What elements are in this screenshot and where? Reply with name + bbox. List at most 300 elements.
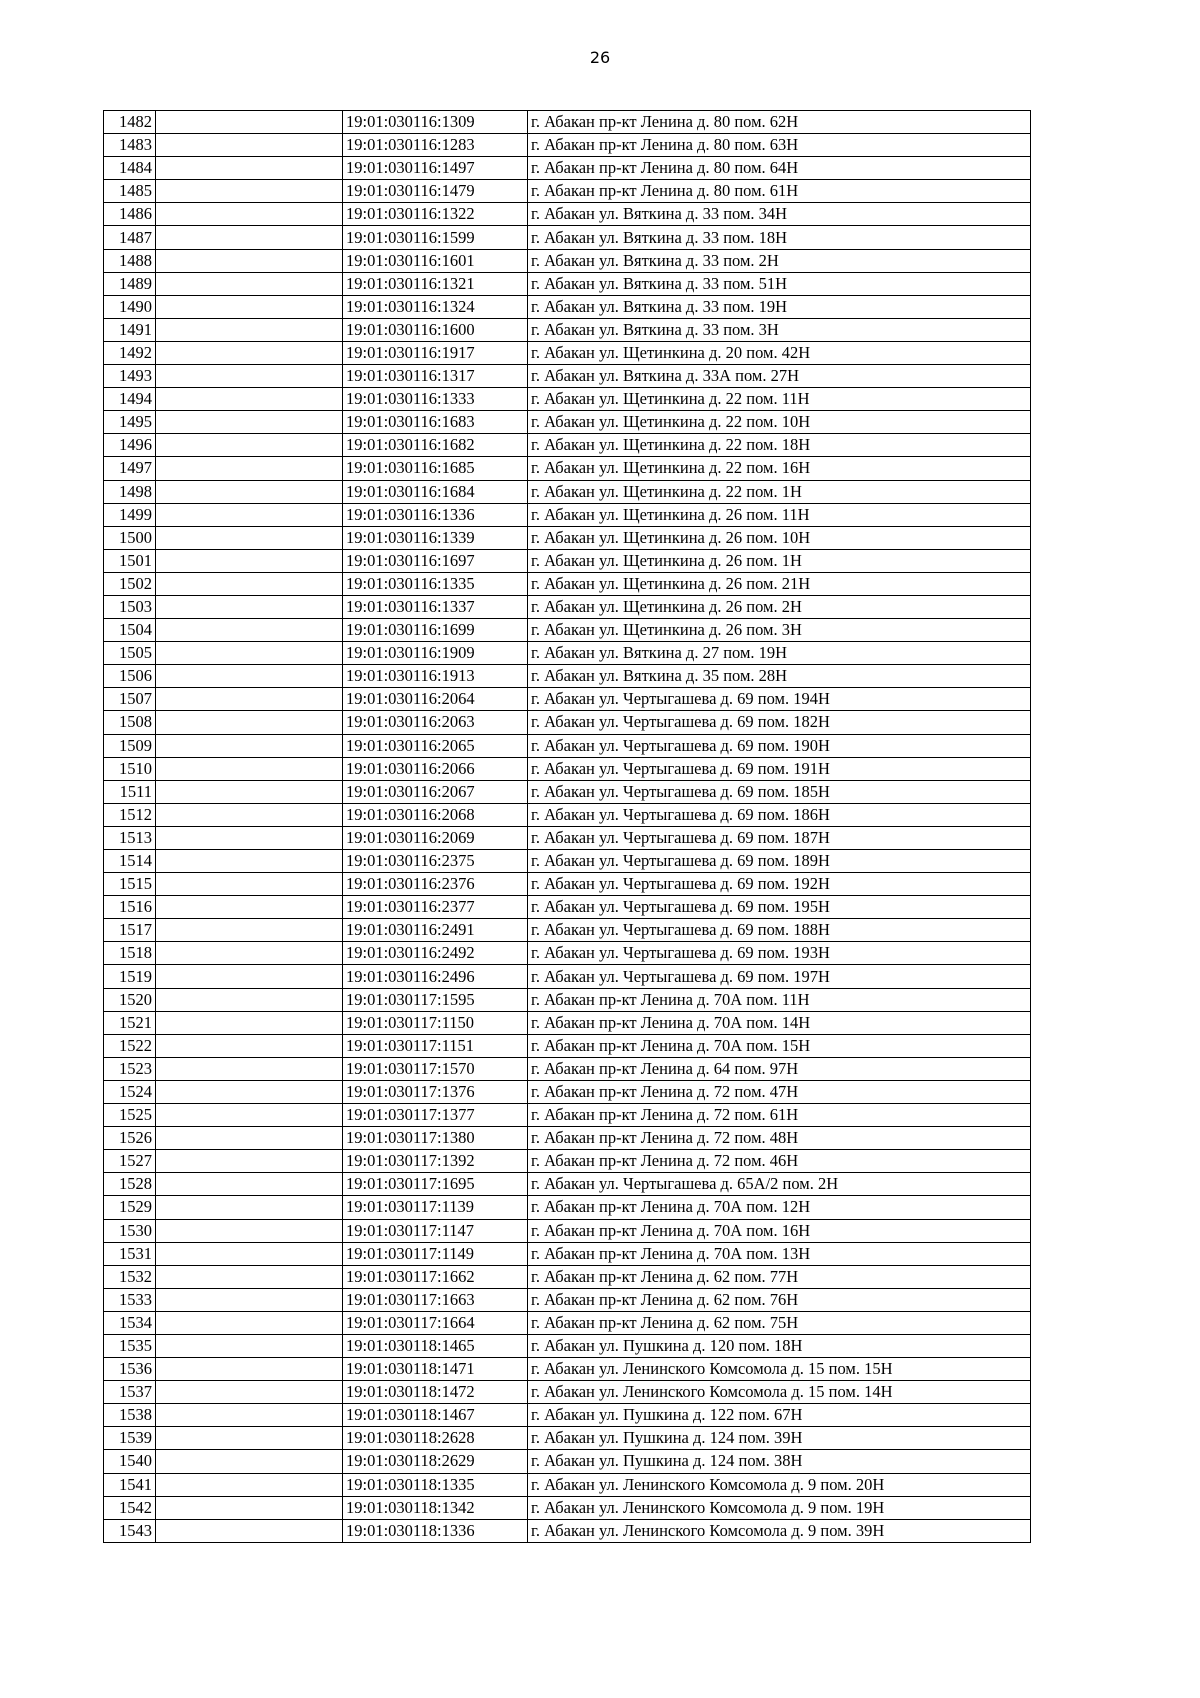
cadastral-number-cell: 19:01:030116:1283 [343, 134, 528, 157]
row-number-cell: 1490 [104, 295, 156, 318]
cadastral-number-cell: 19:01:030118:2629 [343, 1450, 528, 1473]
empty-cell [156, 1196, 343, 1219]
table-row [104, 572, 1031, 595]
address-cell: г. Абакан ул. Щетинкина д. 22 пом. 10Н [528, 411, 1031, 434]
table-row [104, 942, 1031, 965]
row-number-cell: 1496 [104, 434, 156, 457]
row-number-cell: 1541 [104, 1473, 156, 1496]
table-row [104, 988, 1031, 1011]
row-number-cell: 1532 [104, 1265, 156, 1288]
row-number-cell: 1507 [104, 688, 156, 711]
table-row [104, 388, 1031, 411]
address-cell: г. Абакан пр-кт Ленина д. 72 пом. 48Н [528, 1127, 1031, 1150]
empty-cell [156, 642, 343, 665]
empty-cell [156, 803, 343, 826]
empty-cell [156, 1473, 343, 1496]
table-row [104, 1427, 1031, 1450]
row-number-cell: 1486 [104, 203, 156, 226]
empty-cell [156, 549, 343, 572]
empty-cell [156, 203, 343, 226]
empty-cell [156, 757, 343, 780]
empty-cell [156, 780, 343, 803]
table-row [104, 272, 1031, 295]
cadastral-number-cell: 19:01:030117:1595 [343, 988, 528, 1011]
empty-cell [156, 1242, 343, 1265]
row-number-cell: 1489 [104, 272, 156, 295]
table-row [104, 688, 1031, 711]
cadastral-number-cell: 19:01:030116:1337 [343, 595, 528, 618]
row-number-cell: 1521 [104, 1011, 156, 1034]
empty-cell [156, 226, 343, 249]
table-row [104, 1473, 1031, 1496]
address-cell: г. Абакан ул. Щетинкина д. 20 пом. 42Н [528, 341, 1031, 364]
empty-cell [156, 272, 343, 295]
row-number-cell: 1488 [104, 249, 156, 272]
empty-cell [156, 111, 343, 134]
address-cell: г. Абакан пр-кт Ленина д. 80 пом. 64Н [528, 157, 1031, 180]
row-number-cell: 1519 [104, 965, 156, 988]
cadastral-number-cell: 19:01:030116:2496 [343, 965, 528, 988]
address-cell: г. Абакан ул. Чертыгашева д. 69 пом. 197Н [528, 965, 1031, 988]
empty-cell [156, 1150, 343, 1173]
cadastral-number-cell: 19:01:030116:1309 [343, 111, 528, 134]
address-cell: г. Абакан ул. Чертыгашева д. 69 пом. 187Н [528, 826, 1031, 849]
table-row [104, 434, 1031, 457]
cadastral-number-cell: 19:01:030116:1322 [343, 203, 528, 226]
empty-cell [156, 1311, 343, 1334]
row-number-cell: 1509 [104, 734, 156, 757]
row-number-cell: 1494 [104, 388, 156, 411]
table-row [104, 619, 1031, 642]
address-cell: г. Абакан ул. Вяткина д. 33 пом. 3Н [528, 318, 1031, 341]
address-cell: г. Абакан пр-кт Ленина д. 62 пом. 77Н [528, 1265, 1031, 1288]
table-row [104, 1080, 1031, 1103]
address-cell: г. Абакан ул. Щетинкина д. 22 пом. 16Н [528, 457, 1031, 480]
table-row [104, 1104, 1031, 1127]
row-number-cell: 1536 [104, 1358, 156, 1381]
table-row [104, 226, 1031, 249]
address-cell: г. Абакан ул. Чертыгашева д. 69 пом. 193Н [528, 942, 1031, 965]
empty-cell [156, 896, 343, 919]
table-row [104, 1450, 1031, 1473]
table-row [104, 1381, 1031, 1404]
empty-cell [156, 249, 343, 272]
cadastral-number-cell: 19:01:030116:2067 [343, 780, 528, 803]
row-number-cell: 1498 [104, 480, 156, 503]
cadastral-number-cell: 19:01:030118:1335 [343, 1473, 528, 1496]
address-cell: г. Абакан ул. Чертыгашева д. 69 пом. 191Н [528, 757, 1031, 780]
row-number-cell: 1533 [104, 1288, 156, 1311]
empty-cell [156, 873, 343, 896]
address-cell: г. Абакан ул. Пушкина д. 124 пом. 39Н [528, 1427, 1031, 1450]
row-number-cell: 1502 [104, 572, 156, 595]
cadastral-number-cell: 19:01:030116:2068 [343, 803, 528, 826]
row-number-cell: 1538 [104, 1404, 156, 1427]
row-number-cell: 1487 [104, 226, 156, 249]
row-number-cell: 1517 [104, 919, 156, 942]
empty-cell [156, 1057, 343, 1080]
table-row [104, 780, 1031, 803]
address-cell: г. Абакан ул. Щетинкина д. 26 пом. 2Н [528, 595, 1031, 618]
cadastral-number-cell: 19:01:030116:1909 [343, 642, 528, 665]
cadastral-number-cell: 19:01:030118:1336 [343, 1519, 528, 1542]
cadastral-number-cell: 19:01:030117:1662 [343, 1265, 528, 1288]
table-row [104, 965, 1031, 988]
cadastral-number-cell: 19:01:030116:2063 [343, 711, 528, 734]
address-cell: г. Абакан ул. Пушкина д. 124 пом. 38Н [528, 1450, 1031, 1473]
empty-cell [156, 1265, 343, 1288]
cadastral-number-cell: 19:01:030116:1336 [343, 503, 528, 526]
row-number-cell: 1524 [104, 1080, 156, 1103]
cadastral-number-cell: 19:01:030116:1479 [343, 180, 528, 203]
cadastral-number-cell: 19:01:030117:1149 [343, 1242, 528, 1265]
empty-cell [156, 1127, 343, 1150]
cadastral-number-cell: 19:01:030117:1664 [343, 1311, 528, 1334]
table-row [104, 1288, 1031, 1311]
address-cell: г. Абакан пр-кт Ленина д. 70А пом. 13Н [528, 1242, 1031, 1265]
address-cell: г. Абакан пр-кт Ленина д. 72 пом. 47Н [528, 1080, 1031, 1103]
empty-cell [156, 965, 343, 988]
row-number-cell: 1530 [104, 1219, 156, 1242]
table-row [104, 134, 1031, 157]
row-number-cell: 1528 [104, 1173, 156, 1196]
row-number-cell: 1523 [104, 1057, 156, 1080]
address-cell: г. Абакан ул. Ленинского Комсомола д. 9 пом. 19Н [528, 1496, 1031, 1519]
empty-cell [156, 157, 343, 180]
empty-cell [156, 826, 343, 849]
table-row [104, 341, 1031, 364]
table-row [104, 1242, 1031, 1265]
cadastral-number-cell: 19:01:030116:1317 [343, 365, 528, 388]
empty-cell [156, 180, 343, 203]
cadastral-number-cell: 19:01:030116:1601 [343, 249, 528, 272]
address-cell: г. Абакан ул. Ленинского Комсомола д. 15 пом. 15Н [528, 1358, 1031, 1381]
row-number-cell: 1520 [104, 988, 156, 1011]
table-row [104, 1196, 1031, 1219]
empty-cell [156, 665, 343, 688]
cadastral-number-cell: 19:01:030116:2066 [343, 757, 528, 780]
address-cell: г. Абакан пр-кт Ленина д. 64 пом. 97Н [528, 1057, 1031, 1080]
row-number-cell: 1543 [104, 1519, 156, 1542]
address-cell: г. Абакан ул. Щетинкина д. 22 пом. 11Н [528, 388, 1031, 411]
address-cell: г. Абакан ул. Чертыгашева д. 69 пом. 186Н [528, 803, 1031, 826]
table-row [104, 757, 1031, 780]
row-number-cell: 1500 [104, 526, 156, 549]
cadastral-number-cell: 19:01:030117:1376 [343, 1080, 528, 1103]
empty-cell [156, 480, 343, 503]
row-number-cell: 1495 [104, 411, 156, 434]
row-number-cell: 1485 [104, 180, 156, 203]
empty-cell [156, 942, 343, 965]
address-cell: г. Абакан пр-кт Ленина д. 70А пом. 15Н [528, 1034, 1031, 1057]
cadastral-number-cell: 19:01:030116:1917 [343, 341, 528, 364]
empty-cell [156, 688, 343, 711]
cadastral-number-cell: 19:01:030116:2377 [343, 896, 528, 919]
cadastral-number-cell: 19:01:030117:1392 [343, 1150, 528, 1173]
empty-cell [156, 988, 343, 1011]
cadastral-number-cell: 19:01:030116:2069 [343, 826, 528, 849]
empty-cell [156, 1334, 343, 1357]
cadastral-number-cell: 19:01:030117:1377 [343, 1104, 528, 1127]
empty-cell [156, 503, 343, 526]
table-row [104, 180, 1031, 203]
empty-cell [156, 1104, 343, 1127]
empty-cell [156, 711, 343, 734]
row-number-cell: 1482 [104, 111, 156, 134]
table-row [104, 1334, 1031, 1357]
empty-cell [156, 134, 343, 157]
address-cell: г. Абакан пр-кт Ленина д. 72 пом. 46Н [528, 1150, 1031, 1173]
empty-cell [156, 526, 343, 549]
address-cell: г. Абакан ул. Щетинкина д. 26 пом. 10Н [528, 526, 1031, 549]
empty-cell [156, 1358, 343, 1381]
table-row [104, 1034, 1031, 1057]
property-registry-table [103, 110, 1031, 1543]
address-cell: г. Абакан ул. Ленинского Комсомола д. 9 пом. 20Н [528, 1473, 1031, 1496]
address-cell: г. Абакан ул. Вяткина д. 33 пом. 2Н [528, 249, 1031, 272]
empty-cell [156, 1034, 343, 1057]
row-number-cell: 1483 [104, 134, 156, 157]
cadastral-number-cell: 19:01:030118:1471 [343, 1358, 528, 1381]
cadastral-number-cell: 19:01:030116:1685 [343, 457, 528, 480]
empty-cell [156, 1519, 343, 1542]
table-row [104, 1219, 1031, 1242]
row-number-cell: 1504 [104, 619, 156, 642]
address-cell: г. Абакан пр-кт Ленина д. 62 пом. 76Н [528, 1288, 1031, 1311]
address-cell: г. Абакан ул. Щетинкина д. 26 пом. 3Н [528, 619, 1031, 642]
empty-cell [156, 1173, 343, 1196]
address-cell: г. Абакан ул. Чертыгашева д. 69 пом. 192Н [528, 873, 1031, 896]
row-number-cell: 1518 [104, 942, 156, 965]
address-cell: г. Абакан ул. Пушкина д. 120 пом. 18Н [528, 1334, 1031, 1357]
empty-cell [156, 919, 343, 942]
row-number-cell: 1516 [104, 896, 156, 919]
address-cell: г. Абакан ул. Вяткина д. 27 пом. 19Н [528, 642, 1031, 665]
cadastral-number-cell: 19:01:030117:1570 [343, 1057, 528, 1080]
address-cell: г. Абакан ул. Вяткина д. 33 пом. 18Н [528, 226, 1031, 249]
address-cell: г. Абакан ул. Вяткина д. 33 пом. 19Н [528, 295, 1031, 318]
address-cell: г. Абакан ул. Щетинкина д. 22 пом. 1Н [528, 480, 1031, 503]
page-number: 26 [589, 48, 611, 67]
table-row [104, 919, 1031, 942]
table-row [104, 503, 1031, 526]
address-cell: г. Абакан ул. Вяткина д. 33 пом. 51Н [528, 272, 1031, 295]
row-number-cell: 1508 [104, 711, 156, 734]
address-cell: г. Абакан ул. Щетинкина д. 22 пом. 18Н [528, 434, 1031, 457]
empty-cell [156, 1381, 343, 1404]
table-row [104, 295, 1031, 318]
cadastral-number-cell: 19:01:030116:1324 [343, 295, 528, 318]
cadastral-number-cell: 19:01:030117:1663 [343, 1288, 528, 1311]
empty-cell [156, 434, 343, 457]
empty-cell [156, 388, 343, 411]
table-row [104, 711, 1031, 734]
empty-cell [156, 411, 343, 434]
cadastral-number-cell: 19:01:030116:1339 [343, 526, 528, 549]
table-row [104, 457, 1031, 480]
cadastral-number-cell: 19:01:030116:1684 [343, 480, 528, 503]
empty-cell [156, 1288, 343, 1311]
cadastral-number-cell: 19:01:030116:2064 [343, 688, 528, 711]
empty-cell [156, 595, 343, 618]
cadastral-number-cell: 19:01:030117:1380 [343, 1127, 528, 1150]
cadastral-number-cell: 19:01:030117:1147 [343, 1219, 528, 1242]
empty-cell [156, 365, 343, 388]
row-number-cell: 1535 [104, 1334, 156, 1357]
table-row [104, 642, 1031, 665]
address-cell: г. Абакан пр-кт Ленина д. 70А пом. 11Н [528, 988, 1031, 1011]
cadastral-number-cell: 19:01:030116:1699 [343, 619, 528, 642]
empty-cell [156, 1427, 343, 1450]
cadastral-number-cell: 19:01:030117:1151 [343, 1034, 528, 1057]
empty-cell [156, 572, 343, 595]
table-row [104, 411, 1031, 434]
cadastral-number-cell: 19:01:030116:2375 [343, 850, 528, 873]
cadastral-number-cell: 19:01:030118:1472 [343, 1381, 528, 1404]
row-number-cell: 1529 [104, 1196, 156, 1219]
address-cell: г. Абакан ул. Чертыгашева д. 69 пом. 185Н [528, 780, 1031, 803]
row-number-cell: 1526 [104, 1127, 156, 1150]
empty-cell [156, 1404, 343, 1427]
address-cell: г. Абакан ул. Чертыгашева д. 69 пом. 189Н [528, 850, 1031, 873]
empty-cell [156, 850, 343, 873]
table-row [104, 850, 1031, 873]
table-row [104, 480, 1031, 503]
row-number-cell: 1484 [104, 157, 156, 180]
address-cell: г. Абакан пр-кт Ленина д. 80 пом. 63Н [528, 134, 1031, 157]
address-cell: г. Абакан ул. Щетинкина д. 26 пом. 11Н [528, 503, 1031, 526]
row-number-cell: 1542 [104, 1496, 156, 1519]
table-row [104, 1496, 1031, 1519]
empty-cell [156, 295, 343, 318]
address-cell: г. Абакан пр-кт Ленина д. 70А пом. 12Н [528, 1196, 1031, 1219]
row-number-cell: 1534 [104, 1311, 156, 1334]
address-cell: г. Абакан ул. Вяткина д. 33 пом. 34Н [528, 203, 1031, 226]
address-cell: г. Абакан ул. Чертыгашева д. 69 пом. 190Н [528, 734, 1031, 757]
table-row [104, 873, 1031, 896]
cadastral-number-cell: 19:01:030116:1683 [343, 411, 528, 434]
table-row [104, 111, 1031, 134]
address-cell: г. Абакан пр-кт Ленина д. 70А пом. 14Н [528, 1011, 1031, 1034]
cadastral-number-cell: 19:01:030116:2376 [343, 873, 528, 896]
cadastral-number-cell: 19:01:030118:1342 [343, 1496, 528, 1519]
row-number-cell: 1537 [104, 1381, 156, 1404]
row-number-cell: 1505 [104, 642, 156, 665]
cadastral-number-cell: 19:01:030116:1333 [343, 388, 528, 411]
table-row [104, 1265, 1031, 1288]
cadastral-number-cell: 19:01:030118:1465 [343, 1334, 528, 1357]
table-row [104, 826, 1031, 849]
table-row [104, 665, 1031, 688]
empty-cell [156, 1450, 343, 1473]
cadastral-number-cell: 19:01:030116:1682 [343, 434, 528, 457]
row-number-cell: 1503 [104, 595, 156, 618]
table-row [104, 1519, 1031, 1542]
empty-cell [156, 1496, 343, 1519]
table-row [104, 318, 1031, 341]
address-cell: г. Абакан ул. Вяткина д. 35 пом. 28Н [528, 665, 1031, 688]
table-row [104, 1358, 1031, 1381]
cadastral-number-cell: 19:01:030116:1599 [343, 226, 528, 249]
row-number-cell: 1511 [104, 780, 156, 803]
cadastral-number-cell: 19:01:030118:2628 [343, 1427, 528, 1450]
table-row [104, 1311, 1031, 1334]
cadastral-number-cell: 19:01:030116:2492 [343, 942, 528, 965]
row-number-cell: 1540 [104, 1450, 156, 1473]
cadastral-number-cell: 19:01:030117:1150 [343, 1011, 528, 1034]
row-number-cell: 1499 [104, 503, 156, 526]
cadastral-number-cell: 19:01:030116:1321 [343, 272, 528, 295]
cadastral-number-cell: 19:01:030117:1695 [343, 1173, 528, 1196]
empty-cell [156, 1080, 343, 1103]
cadastral-number-cell: 19:01:030116:1600 [343, 318, 528, 341]
address-cell: г. Абакан ул. Чертыгашева д. 69 пом. 194Н [528, 688, 1031, 711]
row-number-cell: 1515 [104, 873, 156, 896]
address-cell: г. Абакан ул. Ленинского Комсомола д. 15 пом. 14Н [528, 1381, 1031, 1404]
table-row [104, 549, 1031, 572]
table-row [104, 1011, 1031, 1034]
empty-cell [156, 457, 343, 480]
cadastral-number-cell: 19:01:030116:1697 [343, 549, 528, 572]
cadastral-number-cell: 19:01:030118:1467 [343, 1404, 528, 1427]
address-cell: г. Абакан ул. Чертыгашева д. 69 пом. 195Н [528, 896, 1031, 919]
empty-cell [156, 341, 343, 364]
address-cell: г. Абакан ул. Чертыгашева д. 69 пом. 182Н [528, 711, 1031, 734]
table-row [104, 1150, 1031, 1173]
cadastral-number-cell: 19:01:030116:1335 [343, 572, 528, 595]
table-row [104, 1173, 1031, 1196]
row-number-cell: 1514 [104, 850, 156, 873]
empty-cell [156, 1219, 343, 1242]
row-number-cell: 1527 [104, 1150, 156, 1173]
address-cell: г. Абакан пр-кт Ленина д. 80 пом. 61Н [528, 180, 1031, 203]
registry-table-body [104, 111, 1031, 1543]
address-cell: г. Абакан пр-кт Ленина д. 62 пом. 75Н [528, 1311, 1031, 1334]
cadastral-number-cell: 19:01:030116:2491 [343, 919, 528, 942]
row-number-cell: 1491 [104, 318, 156, 341]
address-cell: г. Абакан ул. Вяткина д. 33А пом. 27Н [528, 365, 1031, 388]
table-row [104, 526, 1031, 549]
row-number-cell: 1506 [104, 665, 156, 688]
table-row [104, 803, 1031, 826]
row-number-cell: 1492 [104, 341, 156, 364]
address-cell: г. Абакан ул. Щетинкина д. 26 пом. 21Н [528, 572, 1031, 595]
row-number-cell: 1493 [104, 365, 156, 388]
cadastral-number-cell: 19:01:030116:2065 [343, 734, 528, 757]
table-row [104, 203, 1031, 226]
address-cell: г. Абакан пр-кт Ленина д. 72 пом. 61Н [528, 1104, 1031, 1127]
address-cell: г. Абакан ул. Пушкина д. 122 пом. 67Н [528, 1404, 1031, 1427]
table-row [104, 896, 1031, 919]
row-number-cell: 1513 [104, 826, 156, 849]
empty-cell [156, 1011, 343, 1034]
row-number-cell: 1525 [104, 1104, 156, 1127]
table-row [104, 157, 1031, 180]
address-cell: г. Абакан ул. Щетинкина д. 26 пом. 1Н [528, 549, 1031, 572]
table-row [104, 1404, 1031, 1427]
row-number-cell: 1510 [104, 757, 156, 780]
cadastral-number-cell: 19:01:030116:1913 [343, 665, 528, 688]
table-row [104, 595, 1031, 618]
cadastral-number-cell: 19:01:030117:1139 [343, 1196, 528, 1219]
cadastral-number-cell: 19:01:030116:1497 [343, 157, 528, 180]
empty-cell [156, 734, 343, 757]
row-number-cell: 1531 [104, 1242, 156, 1265]
table-row [104, 734, 1031, 757]
row-number-cell: 1501 [104, 549, 156, 572]
empty-cell [156, 619, 343, 642]
address-cell: г. Абакан пр-кт Ленина д. 80 пом. 62Н [528, 111, 1031, 134]
